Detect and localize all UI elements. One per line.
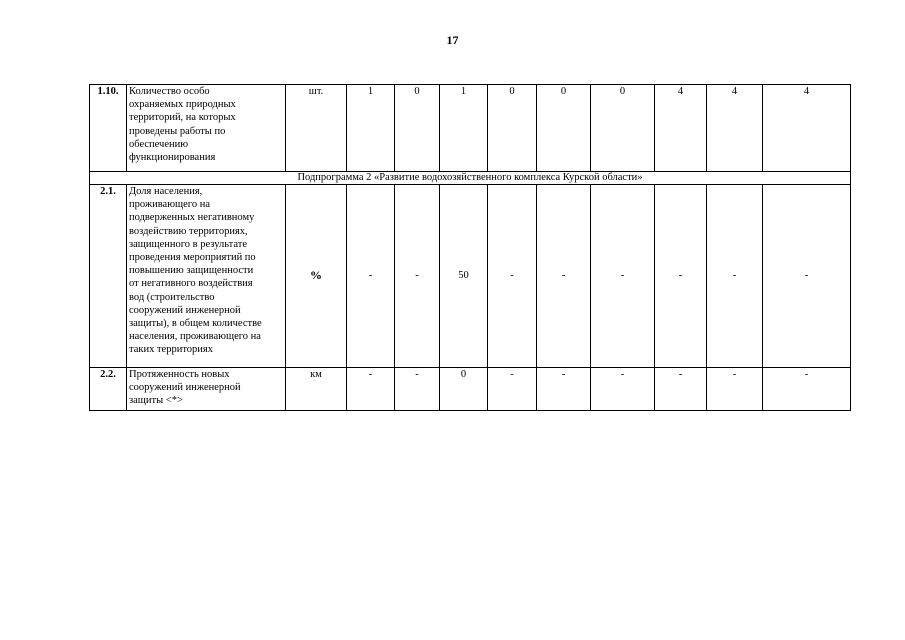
unit-cell: % — [286, 185, 347, 368]
description-line: сооружений инженерной — [129, 382, 241, 394]
value-cell: - — [395, 185, 440, 368]
indicator-description — [127, 185, 286, 368]
value-cell: - — [488, 368, 537, 411]
row-number: 2.2. — [90, 368, 127, 411]
description-line: Доля населения, — [129, 186, 203, 197]
description-line: защищенного в результате — [129, 238, 247, 250]
indicators-table — [89, 84, 851, 411]
value-cell: 4 — [707, 85, 763, 172]
description-line: защиты), в общем количестве — [129, 318, 262, 330]
row-number: 2.1. — [90, 185, 127, 368]
value-cell: 1 — [347, 85, 395, 172]
value-cell: 4 — [655, 85, 707, 172]
table-row — [90, 85, 851, 172]
value-cell: 1 — [440, 85, 488, 172]
row-number: 1.10. — [90, 85, 127, 172]
subprogram-heading: Подпрограмма 2 «Развитие водохозяйственного комплекса Курской области» — [90, 172, 851, 185]
page-number: 17 — [446, 33, 459, 47]
value-cell: - — [395, 368, 440, 411]
value-cell: 0 — [537, 85, 591, 172]
value-cell: 0 — [395, 85, 440, 172]
subprogram-row — [90, 172, 851, 185]
description-line: Протяженность новых — [129, 369, 230, 380]
value-cell: - — [537, 368, 591, 411]
value-cell: 0 — [591, 85, 655, 172]
value-cell: - — [537, 185, 591, 368]
description-line: проведения мероприятий по — [129, 252, 256, 264]
value-cell: - — [707, 185, 763, 368]
table-row — [90, 185, 851, 368]
description-line: таких территориях — [129, 344, 213, 356]
indicator-description — [127, 368, 286, 411]
value-cell: 0 — [440, 368, 488, 411]
description-line: сооружений инженерной — [129, 304, 241, 316]
table-row — [90, 368, 851, 411]
unit-cell: шт. — [286, 85, 347, 172]
description-line: обеспечению — [129, 138, 189, 150]
description-line: от негативного воздействия — [129, 278, 253, 290]
value-cell: - — [347, 368, 395, 411]
unit-cell: км — [286, 368, 347, 411]
description-line: проживающего на — [129, 199, 211, 211]
value-cell: - — [347, 185, 395, 368]
value-cell: - — [488, 185, 537, 368]
value-cell: - — [591, 368, 655, 411]
description-line: охраняемых природных — [129, 99, 236, 111]
indicator-description — [127, 85, 286, 172]
value-cell: - — [591, 185, 655, 368]
description-line: подверженных негативному — [129, 212, 255, 224]
description-line: функционирования — [129, 152, 216, 164]
value-cell: - — [763, 185, 851, 368]
description-line: повышению защищенности — [129, 265, 254, 277]
value-cell: 50 — [440, 185, 488, 368]
description-line: населения, проживающего на — [129, 331, 261, 343]
value-cell: - — [655, 185, 707, 368]
value-cell: 4 — [763, 85, 851, 172]
description-line: защиты <*> — [129, 395, 183, 407]
description-line: Количество особо — [129, 86, 210, 97]
value-cell: - — [763, 368, 851, 411]
description-line: территорий, на которых — [129, 112, 236, 124]
value-cell: - — [655, 368, 707, 411]
description-line: воздействию территориях, — [129, 225, 248, 237]
description-line: проведены работы по — [129, 125, 226, 137]
description-line: вод (строительство — [129, 291, 215, 303]
value-cell: 0 — [488, 85, 537, 172]
value-cell: - — [707, 368, 763, 411]
